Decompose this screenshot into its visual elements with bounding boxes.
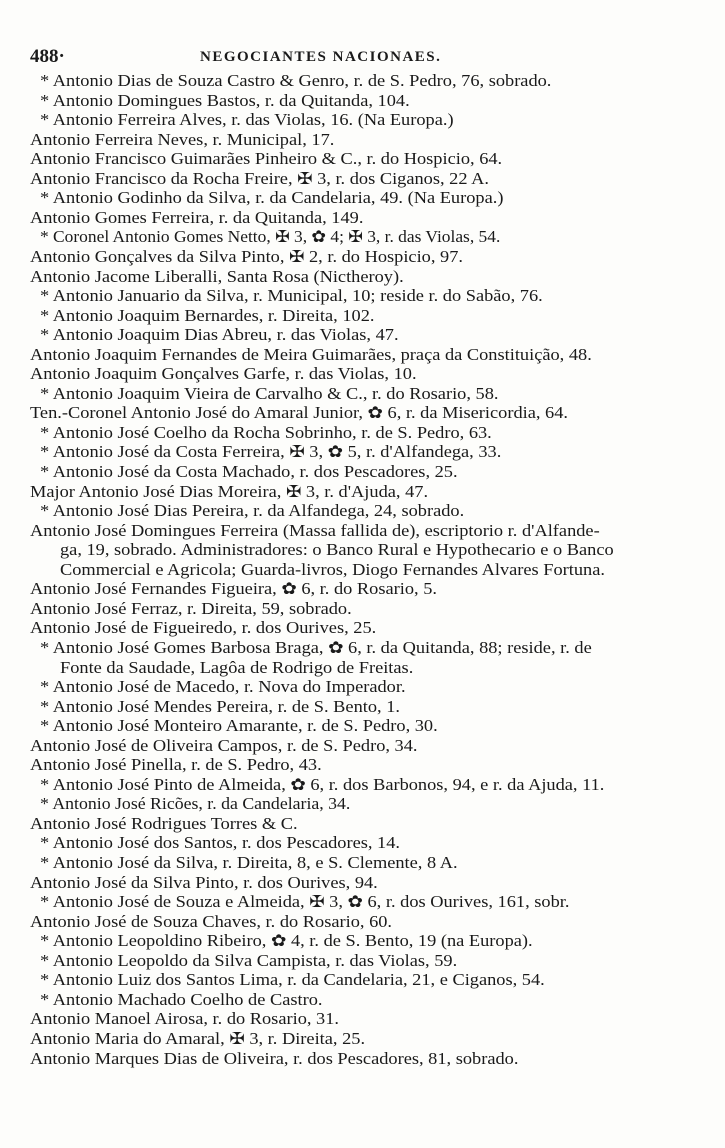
list-item: Antonio José de Oliveira Campos, r. de S. Pedro, 34. (30, 735, 418, 755)
list-item: * Antonio Januario da Silva, r. Municipal, 10; reside r. do Sabão, 76. (40, 286, 543, 306)
list-item: Antonio José Ferraz, r. Direita, 59, sobrado. (30, 598, 352, 618)
list-item: Antonio Maria do Amaral, ✠ 3, r. Direita, 25. (30, 1028, 366, 1048)
list-item: Antonio Jacome Liberalli, Santa Rosa (Nictheroy). (30, 266, 404, 286)
list-item: * Antonio José Ricões, r. da Candelaria, 34. (40, 794, 351, 814)
list-item: * Antonio José Mendes Pereira, r. de S. Bento, 1. (40, 696, 400, 716)
list-item: Antonio José Domingues Ferreira (Massa fallida de), escriptorio r. d'Alfande- (30, 520, 600, 540)
list-item: * Antonio Luiz dos Santos Lima, r. da Candelaria, 21, e Ciganos, 54. (40, 970, 545, 990)
list-item: * Antonio José da Costa Machado, r. dos Pescadores, 25. (40, 462, 458, 481)
list-item: Commercial e Agricola; Guarda-livros, Diogo Fernandes Alvares Fortuna. (60, 559, 605, 579)
page-header (30, 46, 690, 70)
list-item: Antonio Francisco Guimarães Pinheiro & C., r. do Hospicio, 64. (30, 149, 503, 169)
list-item: * Coronel Antonio Gomes Netto, ✠ 3, ✿ 4; ✠ 3, r. das Violas, 54. (40, 227, 501, 247)
list-item: * Antonio Joaquim Vieira de Carvalho & C., r. do Rosario, 58. (40, 383, 499, 403)
list-item: Antonio Gonçalves da Silva Pinto, ✠ 2, r. do Hospicio, 97. (30, 246, 464, 266)
list-item: * Antonio Leopoldino Ribeiro, ✿ 4, r. de S. Bento, 19 (na Europa). (40, 931, 533, 951)
list-item: Antonio Manoel Airosa, r. do Rosario, 31. (30, 1009, 339, 1029)
list-item: ga, 19, sobrado. Administradores: o Banco Rural e Hypothecario e o Banco (60, 540, 614, 560)
list-item: Fonte da Saudade, Lagôa de Rodrigo de Freitas. (60, 657, 414, 677)
list-item: * Antonio José de Souza e Almeida, ✠ 3, ✿ 6, r. dos Ourives, 161, sobr. (40, 892, 570, 912)
list-item: * Antonio José Pinto de Almeida, ✿ 6, r. dos Barbonos, 94, e r. da Ajuda, 11. (40, 774, 605, 794)
list-item: * Antonio José da Silva, r. Direita, 8, e S. Clemente, 8 A. (40, 853, 458, 872)
list-item: Antonio Gomes Ferreira, r. da Quitanda, 149. (30, 207, 364, 227)
page-title: NEGOCIANTES NACIONAES. (200, 49, 442, 65)
list-item: Antonio José Pinella, r. de S. Pedro, 43. (30, 755, 322, 775)
list-item: * Antonio Ferreira Alves, r. das Violas, 16. (Na Europa.) (40, 110, 454, 130)
list-item: * Antonio José da Costa Ferreira, ✠ 3, ✿ 5, r. d'Alfandega, 33. (40, 442, 502, 462)
list-item: Antonio Joaquim Fernandes de Meira Guimarães, praça da Constituição, 48. (30, 344, 592, 364)
list-item: Antonio Francisco da Rocha Freire, ✠ 3, r. dos Ciganos, 22 A. (30, 168, 489, 188)
list-item: * Antonio Machado Coelho de Castro. (40, 989, 323, 1009)
list-item: * Antonio José Gomes Barbosa Braga, ✿ 6, r. da Quitanda, 88; reside, r. de (40, 637, 592, 657)
list-item: * Antonio José Dias Pereira, r. da Alfandega, 24, sobrado. (40, 501, 465, 521)
merchant-list (0, 72, 725, 1132)
list-item: Antonio José de Souza Chaves, r. do Rosario, 60. (30, 911, 393, 931)
list-item: Antonio José de Figueiredo, r. dos Ourives, 25. (30, 618, 377, 638)
list-item: * Antonio José dos Santos, r. dos Pescadores, 14. (40, 833, 401, 853)
list-item: Antonio Marques Dias de Oliveira, r. dos Pescadores, 81, sobrado. (30, 1048, 519, 1068)
list-item: Antonio Joaquim Gonçalves Garfe, r. das Violas, 10. (30, 364, 417, 384)
list-item: Antonio José da Silva Pinto, r. dos Ourives, 94. (30, 872, 378, 892)
list-item: * Antonio Joaquim Bernardes, r. Direita, 102. (40, 305, 375, 325)
list-item: * Antonio Godinho da Silva, r. da Candelaria, 49. (Na Europa.) (40, 188, 504, 208)
list-item: * Antonio José Monteiro Amarante, r. de S. Pedro, 30. (40, 716, 438, 736)
list-item: * Antonio Dias de Souza Castro & Genro, r. de S. Pedro, 76, sobrado. (40, 71, 552, 90)
list-item: * Antonio Leopoldo da Silva Campista, r. das Violas, 59. (40, 950, 458, 970)
list-item: * Antonio José Coelho da Rocha Sobrinho, r. de S. Pedro, 63. (40, 422, 492, 442)
page-number: 488· (30, 46, 65, 67)
list-item: * Antonio Joaquim Dias Abreu, r. das Violas, 47. (40, 325, 399, 345)
list-item: Antonio Ferreira Neves, r. Municipal, 17. (30, 129, 335, 149)
list-item: Major Antonio José Dias Moreira, ✠ 3, r. d'Ajuda, 47. (30, 481, 429, 501)
list-item: Antonio José Rodrigues Torres & C. (30, 813, 298, 833)
list-item: * Antonio Domingues Bastos, r. da Quitanda, 104. (40, 90, 410, 110)
list-item: Antonio José Fernandes Figueira, ✿ 6, r. do Rosario, 5. (30, 579, 437, 599)
list-item: * Antonio José de Macedo, r. Nova do Imperador. (40, 677, 406, 697)
list-item: Ten.-Coronel Antonio José do Amaral Junior, ✿ 6, r. da Misericordia, 64. (30, 403, 569, 423)
